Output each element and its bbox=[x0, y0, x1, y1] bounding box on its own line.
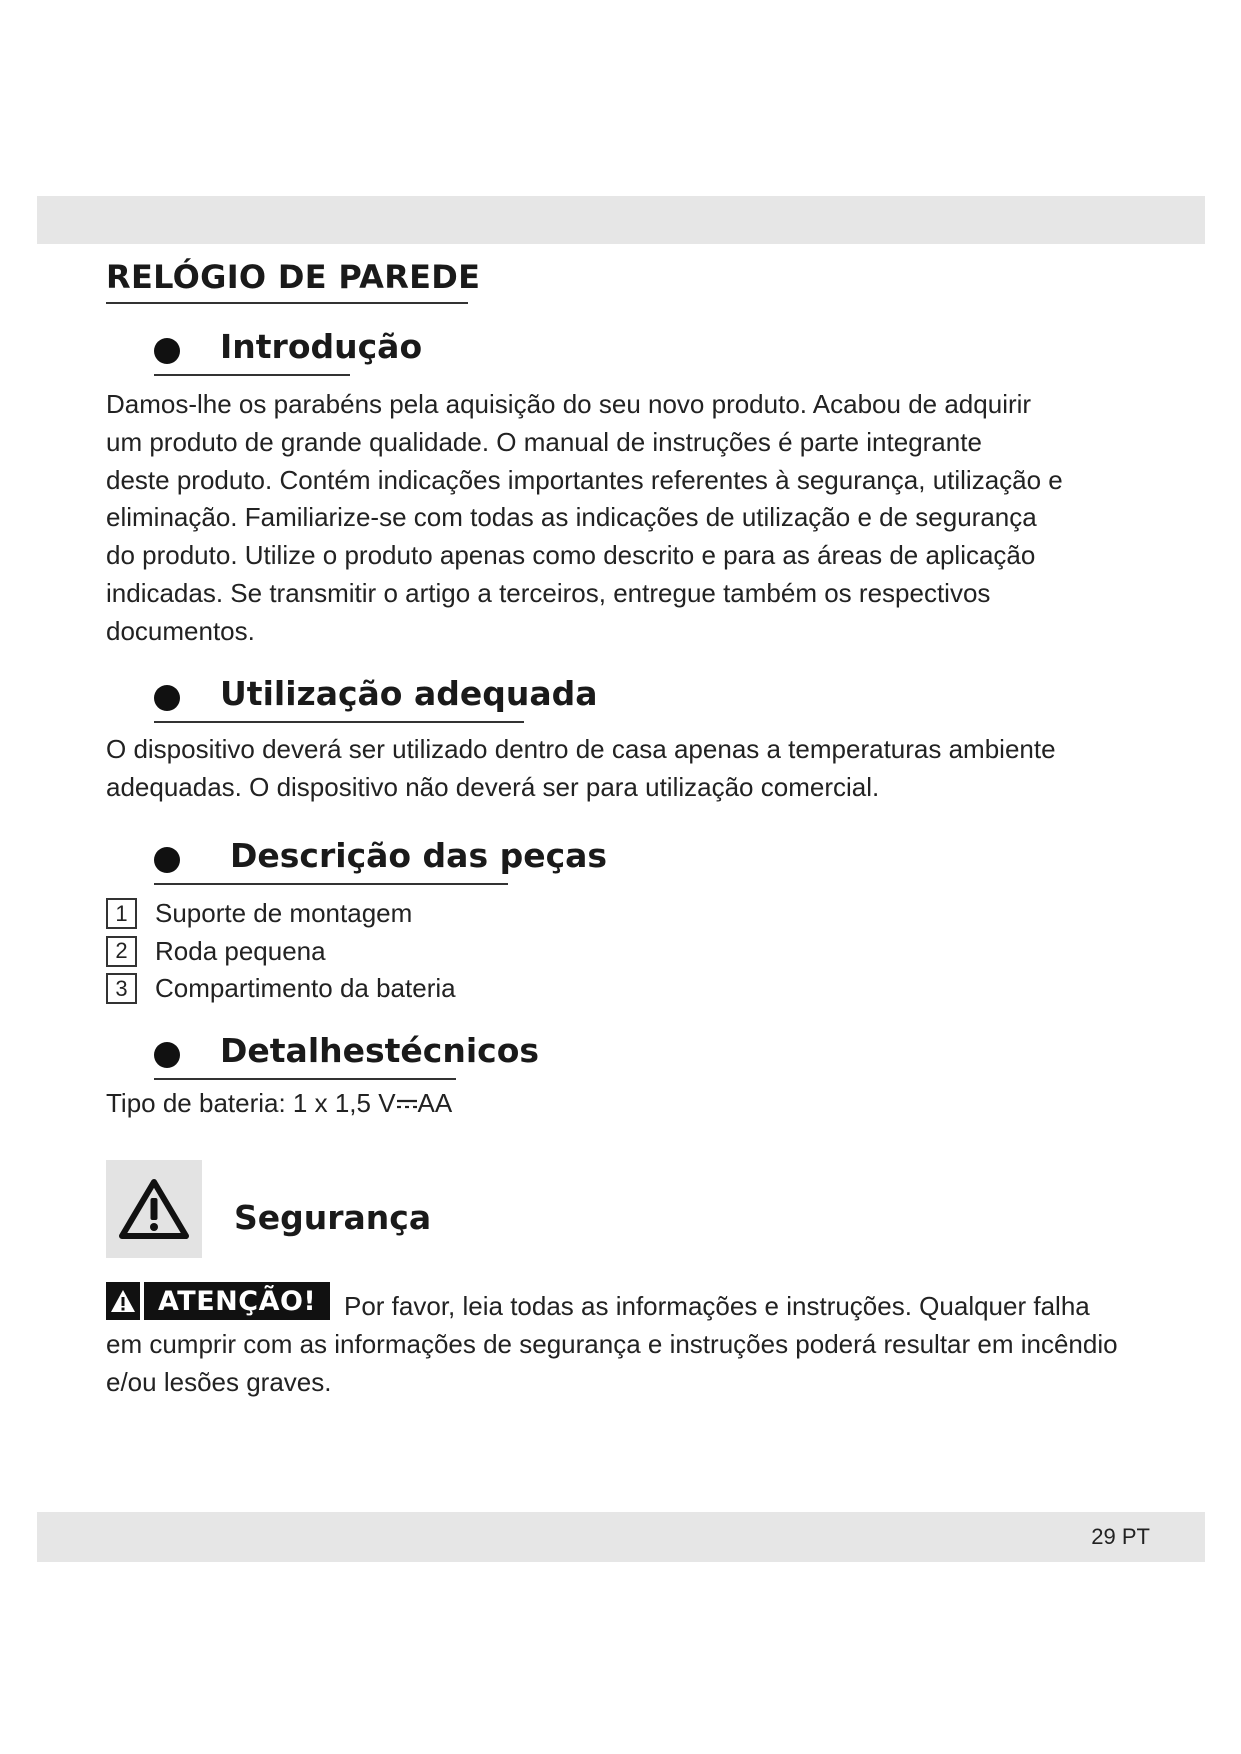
part-label: Roda pequena bbox=[155, 935, 326, 966]
parts-list bbox=[106, 895, 456, 1008]
part-label: Suporte de montagem bbox=[155, 898, 413, 929]
battery-spec: Tipo de bateria: 1 x 1,5 V AA bbox=[106, 1088, 453, 1118]
section-title: Descrição das peças bbox=[230, 836, 608, 875]
bullet-icon bbox=[154, 1042, 180, 1068]
bullet-icon bbox=[154, 847, 180, 873]
attention-label: ATENÇÃO! bbox=[144, 1282, 330, 1320]
section-title: Utilização adequada bbox=[220, 674, 598, 713]
part-label: Compartimento da bateria bbox=[155, 973, 456, 1004]
section-underline bbox=[154, 721, 524, 723]
header-band bbox=[37, 196, 1205, 244]
intro-paragraph: Damos-lhe os parabéns pela aquisição do seu novo produto. Acabou de adquirir um produto de grande qualidade. O manual de instruções é parte integrante deste produto. Contém indicações importantes referentes à segurança, utilização e eliminação. Familiarize-se com todas as indicações de utilização e de segurança do produto. Utilize o produto apenas como descrito e para as áreas de aplicação indicadas. Se transmitir o artigo a terceiros, entregue também os respectivos documentos. bbox=[106, 389, 1063, 646]
warning-icon-box bbox=[106, 1160, 202, 1258]
list-item bbox=[106, 895, 456, 933]
part-number-box: 1 bbox=[106, 898, 137, 929]
section-title: Detalhestécnicos bbox=[220, 1031, 540, 1070]
title-underline bbox=[106, 302, 468, 304]
section-title-safety: Segurança bbox=[234, 1198, 432, 1237]
section-underline bbox=[154, 883, 508, 885]
section-underline bbox=[154, 1078, 456, 1080]
warning-triangle-icon bbox=[118, 1178, 190, 1240]
footer-band bbox=[37, 1512, 1205, 1562]
page-number: 29 PT bbox=[1091, 1524, 1150, 1549]
list-item bbox=[106, 970, 456, 1008]
bullet-icon bbox=[154, 685, 180, 711]
usage-paragraph: O dispositivo deverá ser utilizado dentro de casa apenas a temperaturas ambiente adequadas. O dispositivo não deverá ser para utilização comercial. bbox=[106, 734, 1056, 802]
part-number-box: 2 bbox=[106, 936, 137, 967]
list-item bbox=[106, 933, 456, 971]
part-number-box: 3 bbox=[106, 973, 137, 1004]
section-underline bbox=[154, 374, 350, 376]
dc-current-icon bbox=[396, 1094, 418, 1114]
safety-paragraph: Por favor, leia todas as informações e instruções. Qualquer falha em cumprir com as informações de segurança e instruções poderá resultar em incêndio e/ou lesões graves. bbox=[106, 1291, 1118, 1397]
section-title: Introdução bbox=[220, 327, 423, 366]
page-title: RELÓGIO DE PAREDE bbox=[106, 258, 481, 296]
bullet-icon bbox=[154, 338, 180, 364]
